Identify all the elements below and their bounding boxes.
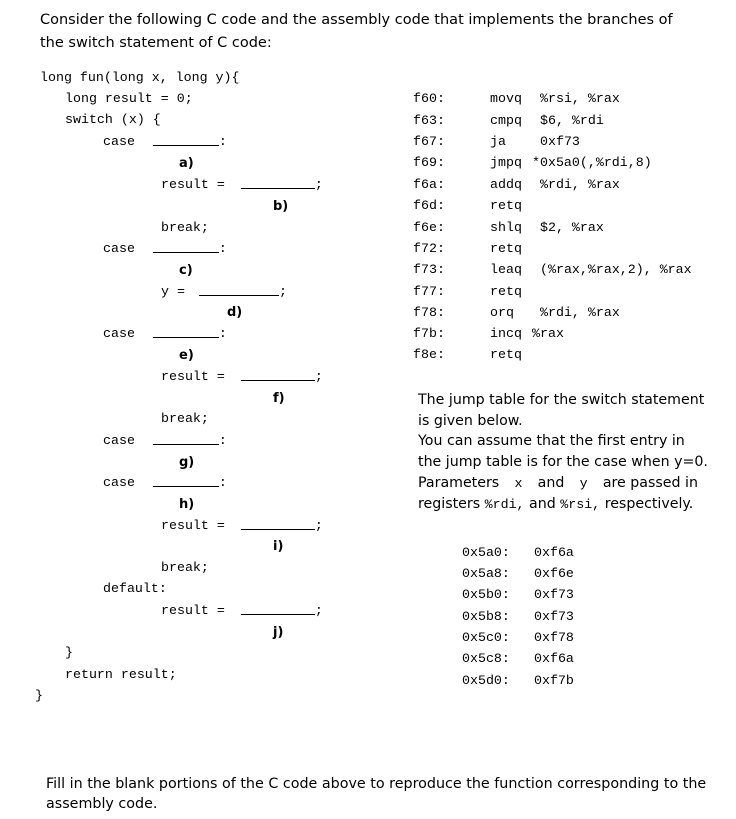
asm-op: jmpq <box>490 155 522 170</box>
note-text: and <box>529 496 556 512</box>
case-colon: : <box>218 241 227 256</box>
jump-entry-target: 0xf6e <box>534 566 574 581</box>
asm-args: $2, %rax <box>540 220 604 235</box>
asm-addr: f6d: <box>413 198 445 213</box>
case-keyword: case <box>103 475 135 490</box>
asm-addr: f73: <box>413 262 445 277</box>
label-d: d) <box>227 305 243 320</box>
blank-case-5[interactable] <box>153 486 219 487</box>
intro-line-2: the switch statement of C code: <box>40 35 272 51</box>
asm-args: 0xf73 <box>540 134 580 149</box>
blank-case-4[interactable] <box>153 444 219 445</box>
footer-line-2: assembly code. <box>46 796 158 812</box>
label-i: i) <box>273 539 284 554</box>
asm-args: %rsi, %rax <box>540 91 620 106</box>
case-line-4 <box>103 434 227 447</box>
asm-addr: f69: <box>413 155 445 170</box>
asm-op: leaq <box>490 262 522 277</box>
asm-addr: f78: <box>413 305 445 320</box>
result-assign-text: result = <box>161 369 225 384</box>
note-line-3: You can assume that the first entry in <box>418 433 685 449</box>
label-a: a) <box>179 156 194 171</box>
jump-entry-target: 0xf6a <box>534 545 574 560</box>
case-colon: : <box>218 326 227 341</box>
y-assign-text: y = <box>161 284 185 299</box>
jump-entry-addr: 0x5c0: <box>462 630 510 645</box>
case-keyword: case <box>103 433 135 448</box>
semicolon: ; <box>314 177 323 192</box>
asm-op: shlq <box>490 220 522 235</box>
jump-entry-addr: 0x5c8: <box>462 651 510 666</box>
case-line-2 <box>103 242 227 255</box>
asm-args: (%rax,%rax,2), %rax <box>540 262 692 277</box>
asm-addr: f63: <box>413 113 445 128</box>
blank-result-3[interactable] <box>241 529 315 530</box>
jump-entry-addr: 0x5a8: <box>462 566 510 581</box>
semicolon: ; <box>278 284 287 299</box>
case-keyword: case <box>103 241 135 256</box>
blank-y[interactable] <box>199 295 279 296</box>
asm-args: *0x5a0(,%rdi,8) <box>532 155 652 170</box>
note-text: and <box>537 475 565 491</box>
asm-addr: f60: <box>413 91 445 106</box>
result-assign-default <box>161 604 323 617</box>
result-assign-3 <box>161 519 323 532</box>
asm-addr: f6a: <box>413 177 445 192</box>
blank-result-2[interactable] <box>241 380 315 381</box>
jump-entry-target: 0xf73 <box>534 587 574 602</box>
y-assign <box>161 285 287 298</box>
break-2: break; <box>161 411 209 426</box>
blank-case-1[interactable] <box>153 145 219 146</box>
asm-op: addq <box>490 177 522 192</box>
blank-case-3[interactable] <box>153 337 219 338</box>
asm-op: retq <box>490 347 522 362</box>
case-colon: : <box>218 475 227 490</box>
asm-addr: f7b: <box>413 326 445 341</box>
jump-entry-target: 0xf6a <box>534 651 574 666</box>
asm-op: retq <box>490 241 522 256</box>
jump-entry-addr: 0x5a0: <box>462 545 510 560</box>
asm-op: cmpq <box>490 113 522 128</box>
label-h: h) <box>179 497 195 512</box>
register-rdi: %rdi, <box>484 497 525 512</box>
asm-addr: f8e: <box>413 347 445 362</box>
result-assign-text: result = <box>161 603 225 618</box>
switch-close-brace: } <box>65 645 73 660</box>
intro-line-1: Consider the following C code and the assembly code that implements the branches of <box>40 12 673 28</box>
blank-result-1[interactable] <box>241 188 315 189</box>
note-text: registers <box>418 496 481 512</box>
register-rsi: %rsi, <box>560 497 601 512</box>
result-assign-text: result = <box>161 518 225 533</box>
case-line-1 <box>103 135 227 148</box>
return-statement: return result; <box>65 667 177 682</box>
asm-op: ja <box>490 134 506 149</box>
note-text: respectively. <box>604 496 694 512</box>
case-keyword: case <box>103 326 135 341</box>
asm-addr: f72: <box>413 241 445 256</box>
jump-entry-addr: 0x5b8: <box>462 609 510 624</box>
case-line-3 <box>103 327 227 340</box>
note-text: are passed in <box>602 475 698 491</box>
blank-result-default[interactable] <box>241 614 315 615</box>
asm-op: retq <box>490 198 522 213</box>
label-j: j) <box>273 625 284 640</box>
asm-args: %rdi, %rax <box>540 305 620 320</box>
asm-addr: f67: <box>413 134 445 149</box>
asm-op: incq <box>490 326 522 341</box>
asm-op: movq <box>490 91 522 106</box>
case-keyword: case <box>103 134 135 149</box>
footer-line-1: Fill in the blank portions of the C code above to reproduce the function corresponding to the <box>46 776 707 792</box>
default-label: default: <box>103 581 167 596</box>
asm-op: orq <box>490 305 514 320</box>
case-colon: : <box>218 433 227 448</box>
label-c: c) <box>179 263 193 278</box>
function-close-brace: } <box>35 688 43 703</box>
asm-args: %rdi, %rax <box>540 177 620 192</box>
param-y: y <box>579 476 588 491</box>
break-1: break; <box>161 220 209 235</box>
result-assign-2 <box>161 370 323 383</box>
semicolon: ; <box>314 603 323 618</box>
jump-entry-addr: 0x5d0: <box>462 673 510 688</box>
label-e: e) <box>179 348 194 363</box>
jump-entry-target: 0xf73 <box>534 609 574 624</box>
label-b: b) <box>273 199 289 214</box>
note-line-6 <box>418 497 693 511</box>
label-g: g) <box>179 455 195 470</box>
result-assign-1 <box>161 178 323 191</box>
label-f: f) <box>273 391 285 406</box>
case-line-5 <box>103 476 227 489</box>
note-line-4: the jump table is for the case when y=0. <box>418 454 708 470</box>
asm-addr: f77: <box>413 284 445 299</box>
function-signature: long fun(long x, long y){ <box>40 70 240 85</box>
asm-op: retq <box>490 284 522 299</box>
semicolon: ; <box>314 518 323 533</box>
jump-entry-target: 0xf78 <box>534 630 574 645</box>
note-line-1: The jump table for the switch statement <box>418 392 705 408</box>
case-colon: : <box>218 134 227 149</box>
result-assign-text: result = <box>161 177 225 192</box>
note-text: Parameters <box>418 475 500 491</box>
break-3: break; <box>161 560 209 575</box>
result-declaration: long result = 0; <box>65 91 193 106</box>
jump-entry-target: 0xf7b <box>534 673 574 688</box>
asm-args: %rax <box>532 326 564 341</box>
blank-case-2[interactable] <box>153 252 219 253</box>
asm-addr: f6e: <box>413 220 445 235</box>
switch-statement: switch (x) { <box>65 112 161 127</box>
asm-args: $6, %rdi <box>540 113 604 128</box>
note-line-2: is given below. <box>418 413 523 429</box>
param-x: x <box>514 476 523 491</box>
semicolon: ; <box>314 369 323 384</box>
jump-entry-addr: 0x5b0: <box>462 587 510 602</box>
note-line-5 <box>418 476 698 490</box>
